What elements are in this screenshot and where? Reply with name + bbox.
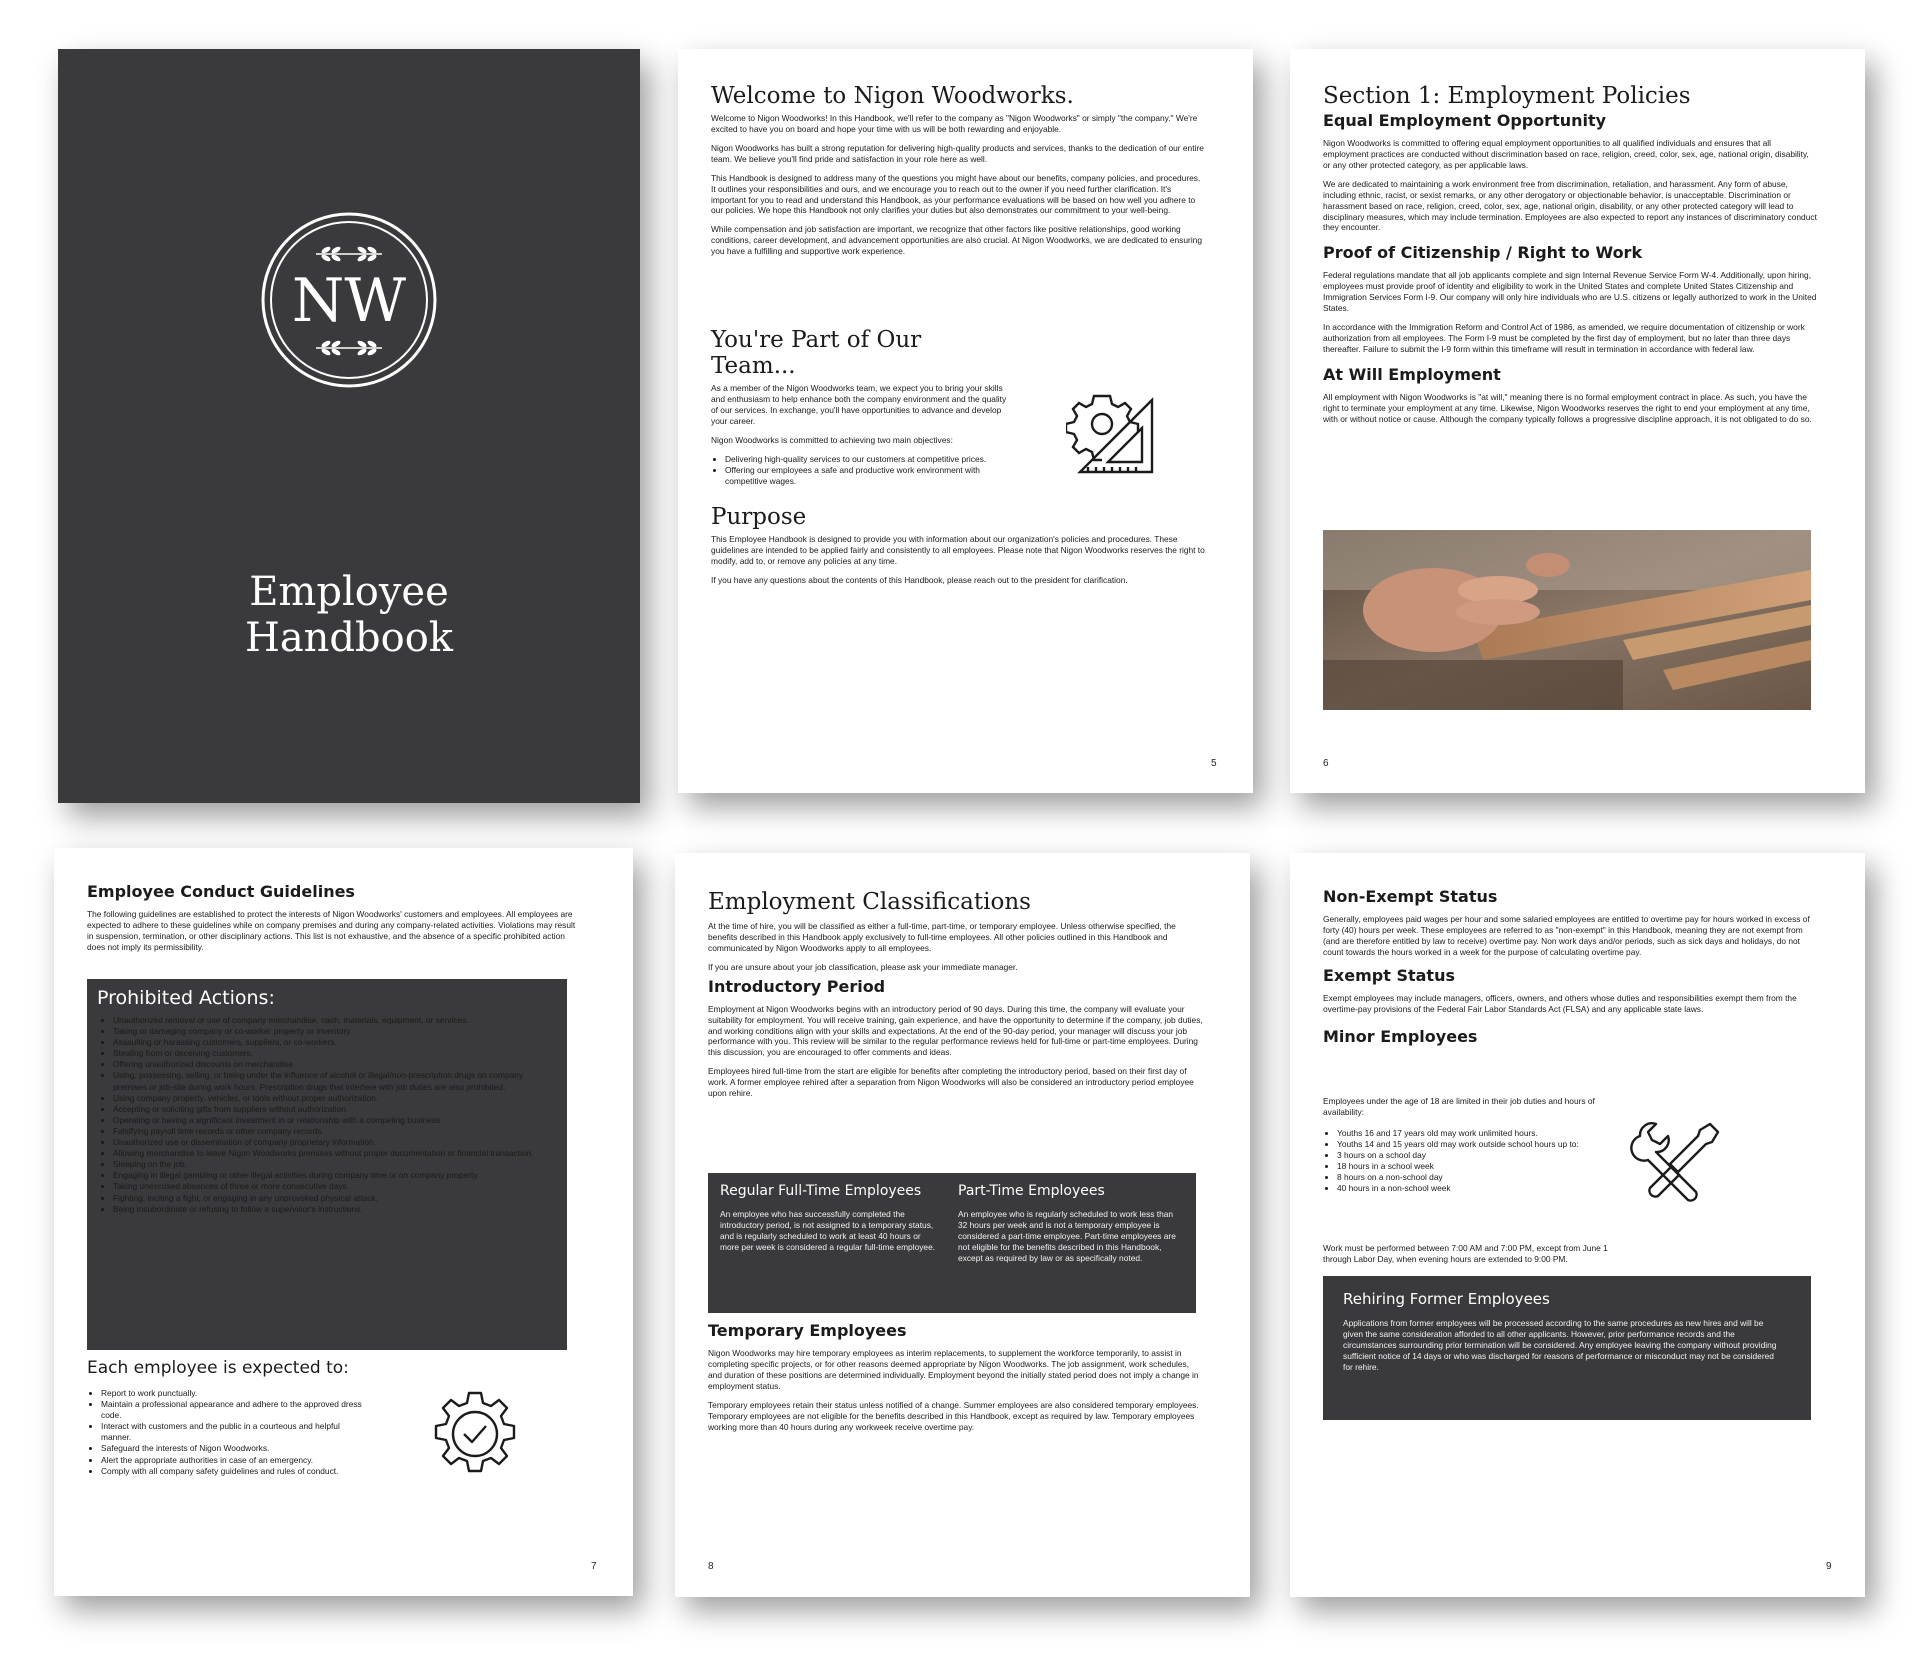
citizenship-paragraph-1: Federal regulations mandate that all job applicants complete and sign Internal Revenue Service Form W-4. Additionally, upon hiring, employees must provide proof of identity and eligibility to work in the United States and complete United States Citizenship and Immigration Services Form I-9. Our company will only hire individuals who are U.S. citizens or legally authorized to work in the United States. xyxy=(1323,270,1817,314)
list-item: • Sleeping on the job. xyxy=(113,1159,557,1170)
eeo-paragraph-2: We are dedicated to maintaining a work environment free from discrimination, retaliation, and harassment. Any form of abuse, including ethnic, racist, or sexist remarks, or any other derogatory or objectionable behavior, is unacceptable. Discrimination or harassment based on race, religion, creed, color, sex, age, national origin, disability, or any other protected category will lead to disciplinary measures, which may include termination. Employees are also expected to report any instances of discriminatory conduct they encounter. xyxy=(1323,178,1817,233)
page-number: 6 xyxy=(1323,758,1329,769)
rehiring-title: Rehiring Former Employees xyxy=(1343,1290,1550,1308)
list-item: • Comply with all company safety guidelines and rules of conduct. xyxy=(101,1466,367,1477)
cover-title xyxy=(58,569,640,661)
nonexempt-title: Non-Exempt Status xyxy=(1323,887,1498,906)
page-number: 5 xyxy=(1211,758,1217,769)
introductory-paragraph-2: Employees hired full-time from the start are eligible for benefits after completing the introductory period, based on their first day of work. A former employee rehired after a separation from Nigon Woodworks will also be considered an introductory period employee upon rehire. xyxy=(708,1066,1194,1099)
welcome-title: Welcome to Nigon Woodworks. xyxy=(711,83,1074,109)
rehiring-paragraph-1: Applications from former employees will be processed according to the same procedures as new hires and will be given the same consideration afforded to all other applicants. However, prior performance records and the circumstances surrounding prior termination will be considered. Any employee leaving the company without providing sufficient notice of 14 days or who was discharged for reasons of performance or misconduct may not be considered for rehire. xyxy=(1343,1318,1777,1372)
minor-paragraph-2: Work must be performed between 7:00 AM and 7:00 PM, except from June 1 through Labor Day, when evening hours are extended to 9:00 PM. xyxy=(1323,1243,1608,1264)
exempt-paragraph-1: Exempt employees may include managers, officers, owners, and others whose duties and responsibilities exempt them from the overtime-pay provisions of the Federal Fair Labor Standards Act (FLSA) and any applicable state laws. xyxy=(1323,992,1797,1014)
rehiring-box xyxy=(1323,1276,1811,1420)
prohibited-list xyxy=(97,1015,557,1215)
page-6 xyxy=(1290,49,1865,793)
conduct-title: Employee Conduct Guidelines xyxy=(87,882,355,901)
team-paragraph-2: Nigon Woodworks is committed to achieving two main objectives: xyxy=(711,434,953,445)
list-item: • Engaging in illegal gambling or other illegal activities during company time or on company property. xyxy=(113,1170,557,1181)
fulltime-text: An employee who has successfully completed the introductory period, is not assigned to a temporary status, and is regularly scheduled to work at least 40 hours or more per week is considered a regular full-time employee. xyxy=(720,1209,936,1252)
citizenship-title: Proof of Citizenship / Right to Work xyxy=(1323,243,1643,263)
cover-page xyxy=(58,49,640,803)
classifications-paragraph-2: If you are unsure about your job classification, please ask your immediate manager. xyxy=(708,961,1018,972)
page-number: 7 xyxy=(591,1561,597,1572)
gear-check-icon xyxy=(428,1387,522,1481)
welcome-paragraph-3: This Handbook is designed to address many of the questions you might have about our benefits, company policies, and procedures. It outlines your responsibilities and ours, and we encourage you to reach out to the owner if you need further clarification. It's important for you to read and understand this Handbook, as your performance evaluations will be based on how well you adhere to our policies. We hope this Handbook not only clarifies your duties but also demonstrates our commitment to your well-being. xyxy=(711,172,1201,216)
list-item: • 3 hours on a school day xyxy=(1337,1150,1603,1161)
list-item: • Taking unexcused absences of three or more consecutive days. xyxy=(113,1181,557,1192)
list-item: • Alert the appropriate authorities in case of an emergency. xyxy=(101,1455,367,1466)
welcome-paragraph-1: Welcome to Nigon Woodworks! In this Handbook, we'll refer to the company as "Nigon Woodworks" or simply "the company." We're excited to have you on board and hope your time with us will be both rewarding and enjoyable. xyxy=(711,113,1198,134)
list-item: • Offering our employees a safe and productive work environment with competitive wages. xyxy=(725,465,1011,487)
temporary-paragraph-1: Nigon Woodworks may hire temporary employees as interim replacements, to supplement the workforce temporarily, to assist in completing specific projects, or for other reasons deemed appropriate by Nigon Woodworks. The job assignment, work schedules, and duration of these positions are determined individually. Employment beyond the initially stated period does not imply a change in employment status. xyxy=(708,1348,1199,1391)
nw-logo-icon xyxy=(258,209,440,391)
at-will-paragraph-1: All employment with Nigon Woodworks is "at will," meaning there is no formal employment contract in place. As such, you have the right to terminate your employment at any time. Likewise, Nigon Woodworks reserves the right to end your employment at any time, with or without notice or cause. Although the company typically follows a progressive discipline approach, it is not obligated to do so. xyxy=(1323,391,1812,424)
list-item: • Falsifying payroll time records or other company records. xyxy=(113,1126,557,1137)
page-number: 9 xyxy=(1826,1561,1832,1572)
at-will-title: At Will Employment xyxy=(1323,364,1501,384)
nonexempt-paragraph-1: Generally, employees paid wages per hour and some salaried employees are entitled to overtime pay for hours worked in excess of forty (40) hours per week. These employees are referred to as "non-exempt" in this Handbook, meaning they are not exempt from (and are therefore entitled by law to receive) overtime pay. Non work days and/or periods, such as sick days and holidays, do not count towards the hours worked in a week for the purpose of calculating overtime pay. xyxy=(1323,914,1810,957)
temporary-title: Temporary Employees xyxy=(708,1321,907,1340)
section-title: Section 1: Employment Policies xyxy=(1323,83,1691,109)
citizenship-paragraph-2: In accordance with the Immigration Reform and Control Act of 1986, as amended, we require documentation of citizenship or work authorization from all employees. The Form I-9 must be completed by the first day of employment, but no later than three days thereafter. Failure to submit the I-9 form within this timeframe will result in termination in accordance with federal law. xyxy=(1323,322,1805,354)
wrench-screwdriver-icon xyxy=(1630,1116,1726,1212)
list-item: • 8 hours on a non-school day xyxy=(1337,1172,1603,1183)
expected-list xyxy=(87,1388,367,1477)
page-5 xyxy=(678,49,1253,793)
list-item: • Being insubordinate or refusing to follow a supervisor's instructions. xyxy=(113,1204,557,1215)
team-paragraph-1: As a member of the Nigon Woodworks team, we expect you to bring your skills and enthusiasm to help enhance both the company environment and the quality of our services. In exchange, you'll have opportunities to advance and develop your career. xyxy=(711,383,1007,426)
classifications-title: Employment Classifications xyxy=(708,889,1031,915)
page-7 xyxy=(54,848,633,1596)
minor-paragraph-1: Employees under the age of 18 are limited in their job duties and hours of availability: xyxy=(1323,1096,1595,1117)
introductory-period-title: Introductory Period xyxy=(708,976,886,996)
team-title: You're Part of Our Team... xyxy=(711,327,922,379)
minor-list xyxy=(1323,1128,1603,1195)
list-item: • 18 hours in a school week xyxy=(1337,1161,1603,1172)
list-item: • Taking or damaging company or co-worker property or inventory. xyxy=(113,1026,557,1037)
classification-box xyxy=(708,1173,1196,1313)
list-item: • Operating or having a significant investment in or relationship with a competing business. xyxy=(113,1115,557,1126)
list-item: • Interact with customers and the public in a courteous and helpful manner. xyxy=(101,1421,367,1443)
prohibited-actions-box xyxy=(87,979,567,1350)
eeo-title: Equal Employment Opportunity xyxy=(1323,111,1607,130)
list-item: • Fighting, inciting a fight, or engaging in any unprovoked physical attack. xyxy=(113,1193,557,1204)
team-objectives-list xyxy=(711,454,1011,487)
list-item: • 40 hours in a non-school week xyxy=(1337,1183,1603,1194)
list-item: • Unauthorized use or dissemination of company proprietary information. xyxy=(113,1137,557,1148)
cover-title-line1: Employee xyxy=(249,569,449,615)
purpose-paragraph-1: This Employee Handbook is designed to provide you with information about our organization's policies and procedures. These guidelines are intended to be applied fairly and consistently to all employees. Please note that Nigon Woodworks reserves the right to modify, add to, or remove any policies at any time. xyxy=(711,534,1205,566)
page-8 xyxy=(675,853,1250,1597)
expected-title: Each employee is expected to: xyxy=(87,1358,349,1378)
parttime-text: An employee who is regularly scheduled to work less than 32 hours per week and is not a temporary employee is considered a part-time employee. Part-time employees are not eligible for the benefits described in this Handbook, except as required by law or as specifically noted. xyxy=(958,1209,1176,1263)
conduct-paragraph-1: The following guidelines are established to protect the interests of Nigon Woodworks' customers and employees. All employees are expected to adhere to these guidelines while on company premises and during any company-related activities. Violations may result in suspension, termination, or other disciplinary actions. This list is not exhaustive, and the absence of a specific prohibited action does not imply its permissibility. xyxy=(87,909,576,952)
welcome-paragraph-4: While compensation and job satisfaction are important, we recognize that other factors like positive relationships, good working conditions, career development, and advancement opportunities are also crucial. At Nigon Woodworks, we are dedicated to ensuring you have a fulfilling and supportive work experience. xyxy=(711,224,1202,257)
list-item: • Safeguard the interests of Nigon Woodworks. xyxy=(101,1443,367,1454)
purpose-title: Purpose xyxy=(711,504,807,530)
list-item: • Unauthorized removal or use of company merchandise, cash, materials, equipment, or services. xyxy=(113,1015,557,1026)
list-item: • Using, possessing, selling, or being under the influence of alcohol or illegal/non-prescription drugs on company premises or job-site during work hours. Prescription drugs that interfere with job duties are also prohibited. xyxy=(113,1070,557,1092)
exempt-title: Exempt Status xyxy=(1323,965,1455,985)
logo-text: NW xyxy=(291,266,407,336)
parttime-title: Part-Time Employees xyxy=(958,1183,1105,1199)
minor-employees-title: Minor Employees xyxy=(1323,1026,1478,1046)
fulltime-title: Regular Full-Time Employees xyxy=(720,1183,922,1199)
list-item: • Assaulting or harassing customers, suppliers, or co-workers. xyxy=(113,1037,557,1048)
page-9 xyxy=(1290,853,1865,1597)
eeo-paragraph-1: Nigon Woodworks is committed to offering equal employment opportunities to all qualified individuals and ensures that all employment practices are conducted without discrimination based on race, religion, creed, color, sex, age, national origin, disability, or any other protected category, as per applicable laws. xyxy=(1323,138,1809,170)
purpose-paragraph-2: If you have any questions about the contents of this Handbook, please reach out to the president for clarification. xyxy=(711,574,1128,585)
prohibited-title: Prohibited Actions: xyxy=(97,987,275,1009)
cover-title-line2: Handbook xyxy=(244,615,454,661)
list-item: • Stealing from or deceiving customers. xyxy=(113,1048,557,1059)
list-item: • Maintain a professional appearance and adhere to the approved dress code. xyxy=(101,1399,367,1421)
list-item: • Allowing merchandise to leave Nigon Woodworks premises without proper documentation or financial transaction. xyxy=(113,1148,557,1159)
page-number: 8 xyxy=(708,1561,714,1572)
list-item: • Youths 16 and 17 years old may work unlimited hours. xyxy=(1337,1128,1603,1139)
introductory-paragraph-1: Employment at Nigon Woodworks begins with an introductory period of 90 days. During this time, the company will evaluate your suitability for employment. You will receive training, gain experience, and have the opportunity to determine if the company, job duties, and working conditions align with your skills and expectations. At the end of the 90-day period, your manager will discuss your job performance with you. This review will be similar to the regular performance reviews held for full-time or part-time employees. During this discussion, you are encouraged to offer comments and ideas. xyxy=(708,1003,1203,1058)
gear-ruler-icon xyxy=(1066,384,1162,480)
list-item: • Youths 14 and 15 years old may work outside school hours up to: xyxy=(1337,1139,1603,1150)
list-item: • Accepting or soliciting gifts from suppliers without authorization. xyxy=(113,1104,557,1115)
classifications-paragraph-1: At the time of hire, you will be classified as either a full-time, part-time, or temporary employee. Unless otherwise specified, the benefits described in this Handbook apply exclusively to full-time employees. All other policies outlined in this Handbook and communicated by Nigon Woodworks apply to all employees. xyxy=(708,921,1176,953)
list-item: • Using company property, vehicles, or tools without proper authorization. xyxy=(113,1093,557,1104)
list-item: • Report to work punctually. xyxy=(101,1388,367,1399)
list-item: • Offering unauthorized discounts on merchandise. xyxy=(113,1059,557,1070)
woodworking-photo xyxy=(1323,530,1811,710)
welcome-paragraph-2: Nigon Woodworks has built a strong reputation for delivering high-quality products and services, thanks to the dedication of our entire team. We believe you'll find pride and satisfaction in your role here as well. xyxy=(711,142,1204,164)
temporary-paragraph-2: Temporary employees retain their status unless notified of a change. Summer employees are also considered temporary employees. Temporary employees are not eligible for the benefits described in this Handbook, except as required by law. Temporary employees working more than 40 hours during any workweek receive overtime pay. xyxy=(708,1399,1199,1432)
list-item: • Delivering high-quality services to our customers at competitive prices. xyxy=(725,454,1011,465)
